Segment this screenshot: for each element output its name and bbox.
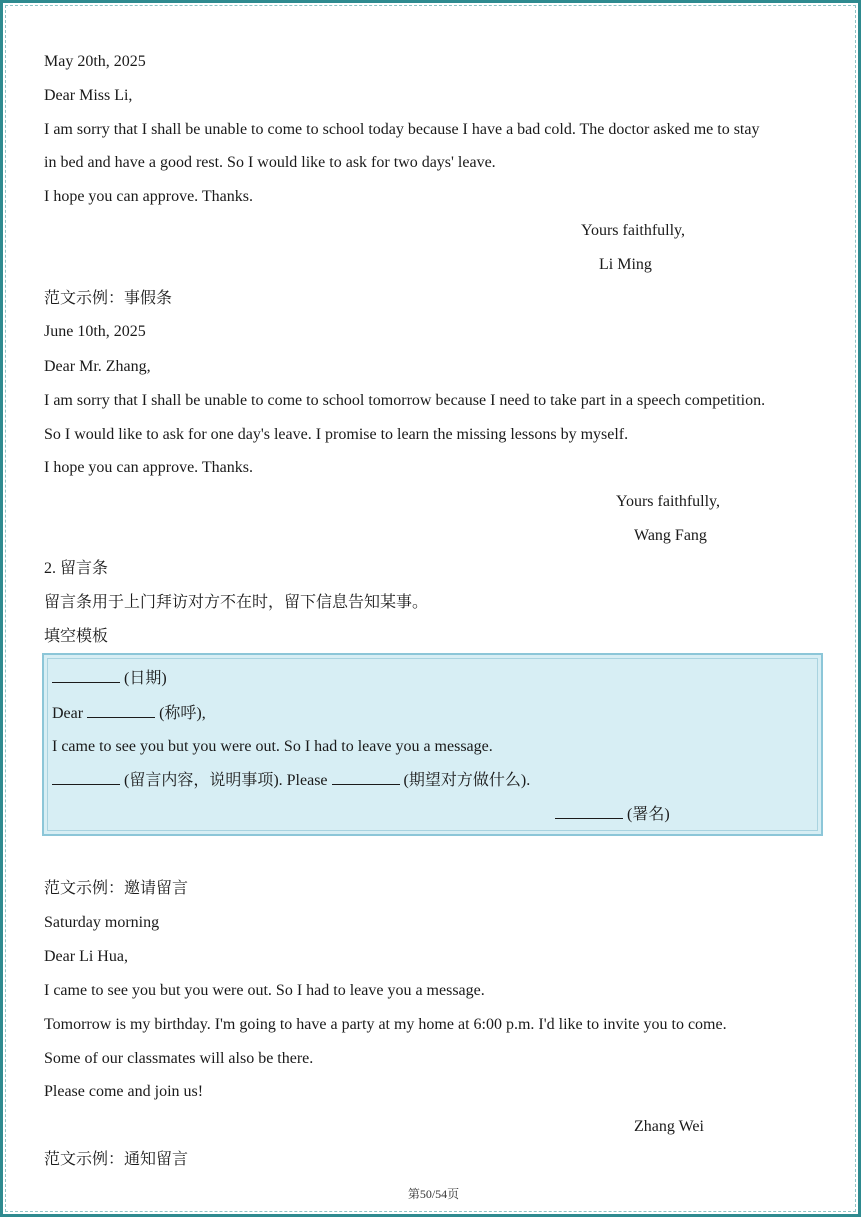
- letter2-body-line2: So I would like to ask for one day's leave. I promise to learn the missing lessons by myself.: [44, 426, 629, 443]
- section-heading-leave-example: 范文示例：事假条: [44, 290, 173, 307]
- template-salutation-hint: (称呼),: [159, 705, 206, 722]
- letter3-body-line3: Some of our classmates will also be there.: [44, 1050, 314, 1067]
- template-date-line: [52, 668, 167, 689]
- template-date-hint: (日期): [124, 670, 167, 687]
- template-signature-line: [555, 804, 670, 825]
- letter3-body-line1: I came to see you but you were out. So I had to leave you a message.: [44, 982, 485, 999]
- letter2-body-line3: I hope you can approve. Thanks.: [44, 459, 253, 476]
- letter3-salutation: Dear Li Hua,: [44, 948, 128, 965]
- letter2-closing: Yours faithfully,: [616, 493, 721, 510]
- letter2-signature: Wang Fang: [634, 527, 707, 544]
- template-heading: 填空模板: [44, 628, 109, 645]
- section-heading-notice-example: 范文示例：通知留言: [44, 1151, 189, 1168]
- section-heading-invite-example: 范文示例：邀请留言: [44, 880, 189, 897]
- letter1-body-line2: in bed and have a good rest. So I would like to ask for two days' leave.: [44, 154, 496, 171]
- letter1-signature: Li Ming: [599, 256, 652, 273]
- section2-heading: 2. 留言条: [44, 560, 109, 577]
- letter1-date: May 20th, 2025: [44, 53, 146, 70]
- template-content-hint: (留言内容，说明事项). Please: [124, 772, 328, 789]
- template-body-line: I came to see you but you were out. So I had to leave you a message.: [52, 738, 493, 755]
- letter2-body-line1: I am sorry that I shall be unable to come to school tomorrow because I need to take part in a speech competition.: [44, 392, 766, 409]
- template-dear: Dear: [52, 705, 84, 722]
- template-content-line: [52, 770, 530, 791]
- letter1-closing: Yours faithfully,: [581, 222, 686, 239]
- template-salutation-line: [52, 703, 206, 724]
- letter3-date: Saturday morning: [44, 914, 160, 931]
- letter1-body-line1: I am sorry that I shall be unable to come to school today because I have a bad cold. The doctor asked me to stay: [44, 121, 760, 138]
- section2-description: 留言条用于上门拜访对方不在时，留下信息告知某事。: [44, 594, 429, 611]
- blank-underline: [555, 804, 623, 819]
- letter3-body-line4: Please come and join us!: [44, 1083, 204, 1100]
- blank-underline: [52, 668, 120, 683]
- blank-underline: [332, 770, 400, 785]
- page-number: 第50/54页: [407, 1187, 460, 1201]
- letter1-body-line3: I hope you can approve. Thanks.: [44, 188, 253, 205]
- letter1-salutation: Dear Miss Li,: [44, 87, 133, 104]
- letter3-body-line2: Tomorrow is my birthday. I'm going to have a party at my home at 6:00 p.m. I'd like to invite you to come.: [44, 1016, 727, 1033]
- letter2-salutation: Dear Mr. Zhang,: [44, 358, 151, 375]
- blank-underline: [52, 770, 120, 785]
- letter2-date: June 10th, 2025: [44, 323, 146, 340]
- template-signature-hint: (署名): [627, 806, 670, 823]
- blank-underline: [87, 703, 155, 718]
- template-request-hint: (期望对方做什么).: [403, 772, 531, 789]
- letter3-signature: Zhang Wei: [634, 1118, 704, 1135]
